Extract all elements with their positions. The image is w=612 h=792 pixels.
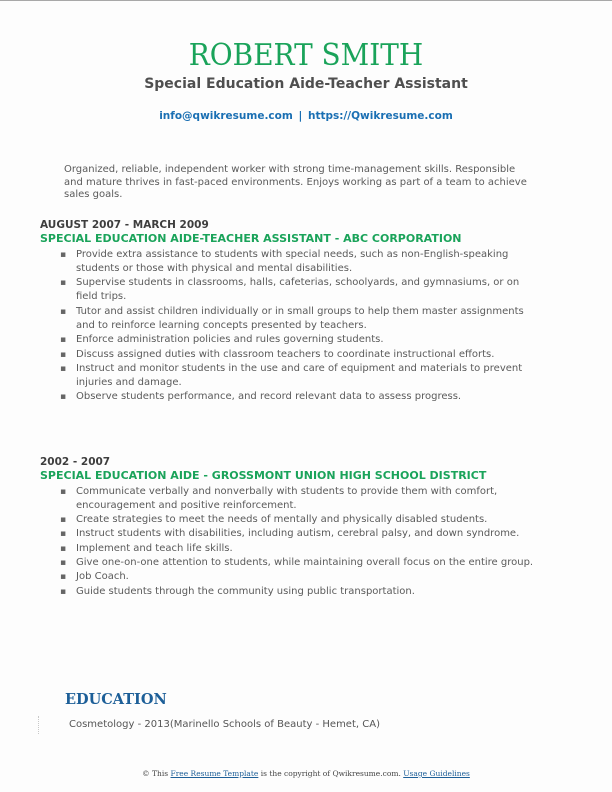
bullet-icon: ▪ [60,349,67,360]
list-item: ▪ Provide extra assistance to students with special needs, such as non-English-speaking students or those with physical and mental disabilities. [60,248,509,274]
bullet-icon: ▪ [60,249,67,260]
list-item: ▪ Guide students through the community using public transportation. [40,585,540,599]
bullet-icon: ▪ [60,586,67,597]
list-item: ▪ Communicate verbally and nonverbally with students to provide them with comfort, encouragement and positive reinforcement. [60,485,498,511]
list-item: ▪ Instruct students with disabilities, including autism, cerebral palsy, and down syndrome. [40,527,540,541]
candidate-name: ROBERT SMITH [188,38,424,73]
list-item: ▪ Discuss assigned duties with classroom teachers to coordinate instructional efforts. [40,348,540,362]
job-dates: 2002 - 2007 [40,456,111,468]
list-item: ▪ Give one-on-one attention to students, while maintaining overall focus on the entire group. [40,556,540,570]
experience-entry [40,456,540,599]
bullet-icon: ▪ [60,543,67,554]
copyright-footer [0,769,612,779]
candidate-headline: Special Education Aide-Teacher Assistant [144,76,468,92]
bullet-icon: ▪ [60,363,67,374]
bullet-icon: ▪ [60,515,67,526]
top-border [0,0,612,1]
bullet-icon: ▪ [60,335,67,346]
job-title: SPECIAL EDUCATION AIDE-TEACHER ASSISTANT - ABC CORPORATION [40,232,462,245]
bullet-icon: ▪ [60,278,67,289]
bullet-icon: ▪ [60,306,67,317]
job-duties-list [40,485,540,599]
job-dates: AUGUST 2007 - MARCH 2009 [40,219,209,231]
list-item: ▪ Tutor and assist children individually or in small groups to help them master assignments and to reinforce learning concepts presented by teachers. [60,305,524,331]
contact-separator: | [298,110,303,122]
list-item: ▪ Job Coach. [40,570,540,584]
email-link[interactable]: info@qwikresume.com [159,110,293,122]
job-duties-list [40,248,540,405]
usage-guidelines-link[interactable]: Usage Guidelines [403,769,470,778]
free-resume-template-link[interactable]: Free Resume Template [170,769,259,778]
footer-middle: is the copyright of Qwikresume.com. [258,769,404,778]
experience-entry [40,219,540,405]
bullet-icon: ▪ [60,486,67,497]
job-title: SPECIAL EDUCATION AIDE - GROSSMONT UNION HIGH SCHOOL DISTRICT [40,469,487,482]
bullet-icon: ▪ [60,572,67,583]
list-item: ▪ Implement and teach life skills. [40,542,540,556]
bullet-icon: ▪ [60,392,67,403]
website-link[interactable]: https://Qwikresume.com [307,110,453,122]
education-heading: EDUCATION [65,691,167,708]
bullet-icon: ▪ [60,557,67,568]
education-dotted-marker [38,716,40,734]
list-item: ▪ Supervise students in classrooms, halls, cafeterias, schoolyards, and gymnasiums, or on field trips. [60,277,520,303]
contact-line [0,109,612,123]
list-item: ▪ Enforce administration policies and rules governing students. [40,333,540,347]
list-item: ▪ Create strategies to meet the needs of mentally and physically disabled students. [40,513,540,527]
footer-prefix: © This [142,769,171,778]
list-item: ▪ Observe students performance, and record relevant data to assess progress. [40,390,540,404]
summary-paragraph: Organized, reliable, independent worker with strong time-management skills. Responsible and mature thrives in fast-paced environments. Enjoys working as part of a team to achieve sales goals. [64,164,527,200]
education-item: Cosmetology - 2013(Marinello Schools of Beauty - Hemet, CA) [69,719,380,730]
resume-header [0,38,612,123]
list-item: ▪ Instruct and monitor students in the use and care of equipment and materials to prevent injuries and damage. [60,362,523,389]
bullet-icon: ▪ [60,529,67,540]
